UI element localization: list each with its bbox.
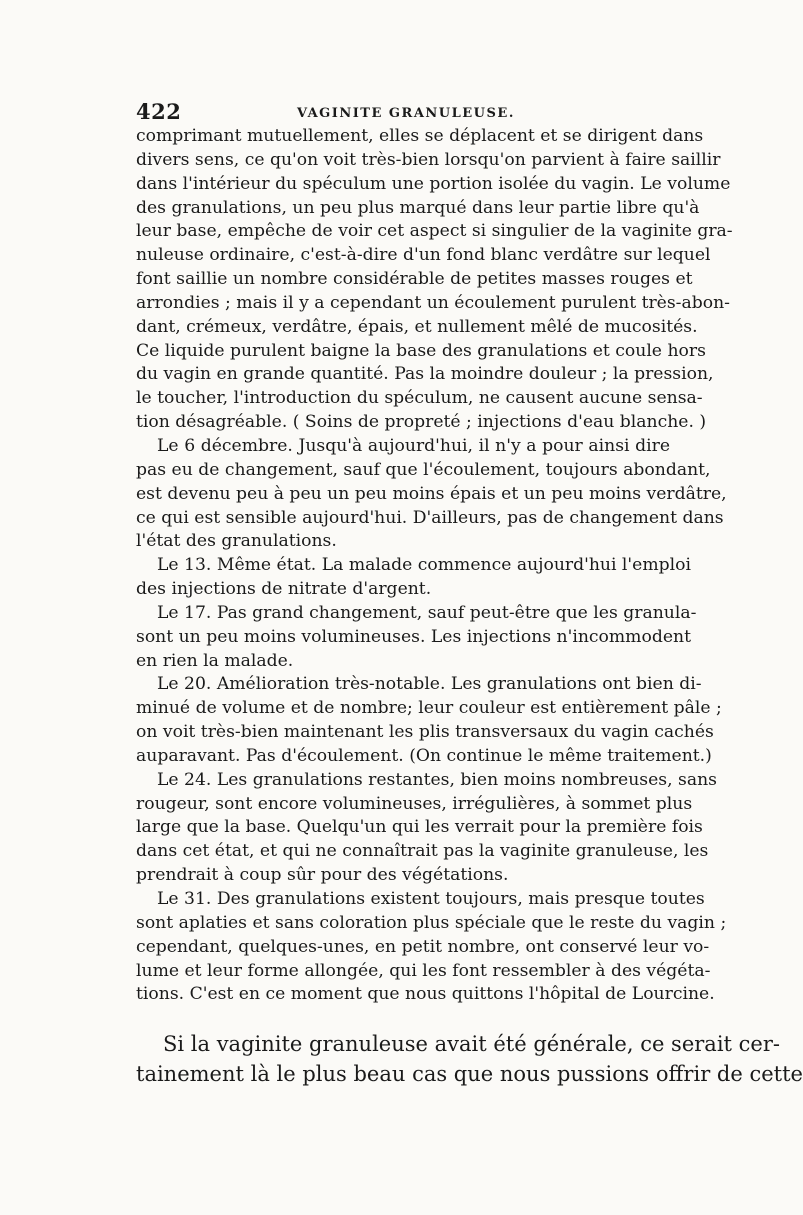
book-page bbox=[136, 95, 803, 1089]
text-line: du vagin en grande quantité. Pas la moindre douleur ; la pression, bbox=[136, 364, 714, 385]
text-line: prendrait à coup sûr pour des végétations. bbox=[136, 865, 509, 886]
text-line: sont un peu moins volumineuses. Les injections n'incommodent bbox=[136, 626, 691, 647]
closing-paragraph bbox=[136, 1029, 803, 1089]
text-line: le toucher, l'introduction du spéculum, ne causent aucune sensa- bbox=[136, 388, 703, 409]
text-line: l'état des granulations. bbox=[136, 531, 337, 552]
text-line: des granulations, un peu plus marqué dans leur partie libre qu'à bbox=[136, 197, 700, 218]
text-line: cependant, quelques-unes, en petit nombre, ont conservé leur vo- bbox=[136, 936, 710, 957]
text-line: divers sens, ce qu'on voit très-bien lorsqu'on parvient à faire saillir bbox=[136, 149, 721, 170]
text-line: arrondies ; mais il y a cependant un écoulement purulent très-abon- bbox=[136, 292, 730, 313]
text-line: minué de volume et de nombre; leur couleur est entièrement pâle ; bbox=[136, 698, 722, 719]
text-line: dans cet état, et qui ne connaîtrait pas la vaginite granuleuse, les bbox=[136, 841, 709, 862]
text-line: nuleuse ordinaire, c'est-à-dire d'un fond blanc verdâtre sur lequel bbox=[136, 245, 711, 266]
running-head bbox=[136, 95, 670, 125]
body-text bbox=[136, 125, 733, 1007]
text-line: large que la base. Quelqu'un qui les verrait pour la première fois bbox=[136, 817, 703, 838]
text-line: en rien la malade. bbox=[136, 650, 294, 671]
text-line: auparavant. Pas d'écoulement. (On continue le même traitement.) bbox=[136, 745, 712, 766]
text-line: lume et leur forme allongée, qui les font ressembler à des végéta- bbox=[136, 960, 711, 981]
running-title: VAGINITE GRANULEUSE. bbox=[297, 106, 515, 121]
text-line: sont aplaties et sans coloration plus spéciale que le reste du vagin ; bbox=[136, 912, 727, 933]
text-line: Le 13. Même état. La malade commence aujourd'hui l'emploi bbox=[157, 555, 691, 576]
text-line: font saillie un nombre considérable de petites masses rouges et bbox=[136, 269, 693, 290]
text-line: rougeur, sont encore volumineuses, irrégulières, à sommet plus bbox=[136, 793, 693, 814]
text-line: comprimant mutuellement, elles se déplacent et se dirigent dans bbox=[136, 126, 704, 146]
text-line: on voit très-bien maintenant les plis transversaux du vagin cachés bbox=[136, 722, 714, 743]
page-number: 422 bbox=[136, 99, 182, 124]
text-line: leur base, empêche de voir cet aspect si singulier de la vaginite gra- bbox=[136, 221, 733, 242]
text-line: Le 31. Des granulations existent toujours, mais presque toutes bbox=[157, 889, 705, 909]
text-line: tions. C'est en ce moment que nous quittons l'hôpital de Lourcine. bbox=[136, 984, 715, 1005]
text-line: dans l'intérieur du spéculum une portion isolée du vagin. Le volume bbox=[136, 173, 731, 194]
text-line: ce qui est sensible aujourd'hui. D'ailleurs, pas de changement dans bbox=[136, 507, 724, 528]
text-line: est devenu peu à peu un peu moins épais et un peu moins verdâtre, bbox=[136, 483, 727, 504]
text-line: Ce liquide purulent baigne la base des granulations et coule hors bbox=[136, 340, 706, 361]
text-line: tion désagréable. ( Soins de propreté ; injections d'eau blanche. ) bbox=[136, 412, 707, 433]
text-line: Le 20. Amélioration très-notable. Les granulations ont bien di- bbox=[157, 674, 702, 695]
text-line: tainement là le plus beau cas que nous pussions offrir de cette bbox=[136, 1062, 803, 1087]
text-line: Le 6 décembre. Jusqu'à aujourd'hui, il n'y a pour ainsi dire bbox=[157, 435, 670, 456]
text-line: Le 17. Pas grand changement, sauf peut-être que les granula- bbox=[157, 602, 697, 623]
text-line: des injections de nitrate d'argent. bbox=[136, 579, 432, 600]
text-line: pas eu de changement, sauf que l'écoulement, toujours abondant, bbox=[136, 459, 711, 480]
text-line: dant, crémeux, verdâtre, épais, et nullement mêlé de mucosités. bbox=[136, 316, 698, 337]
text-line: Si la vaginite granuleuse avait été générale, ce serait cer- bbox=[163, 1032, 780, 1057]
text-line: Le 24. Les granulations restantes, bien moins nombreuses, sans bbox=[157, 769, 717, 790]
